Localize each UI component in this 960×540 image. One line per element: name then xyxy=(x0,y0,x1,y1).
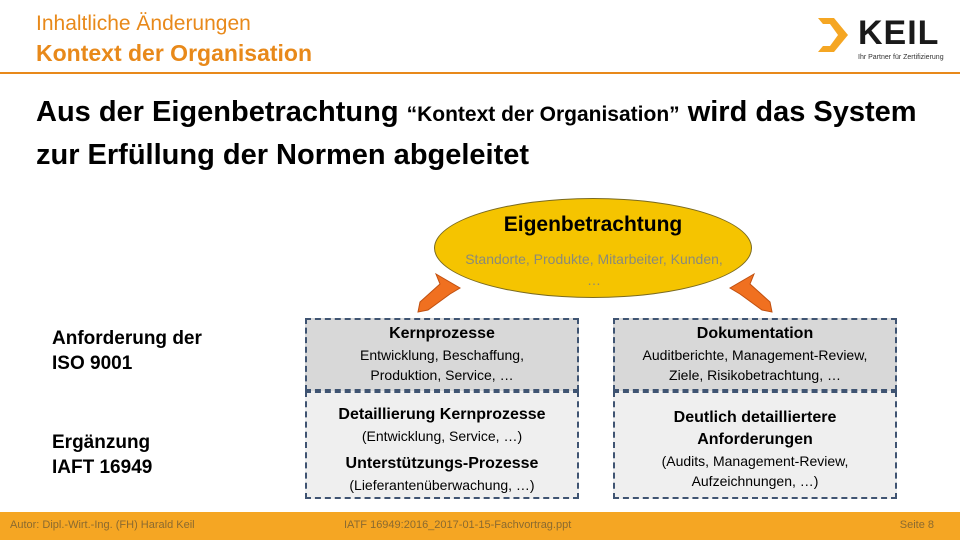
anforderungen-line1: (Audits, Management-Review, xyxy=(661,453,849,469)
unterstuetzung-title: Unterstützungs-Prozesse xyxy=(345,455,539,472)
kernprozesse-line2: Produktion, Service, … xyxy=(370,367,514,383)
header-divider xyxy=(0,72,960,74)
anforderungen-title-2: Anforderungen xyxy=(697,431,813,448)
iatf-label xyxy=(52,430,152,480)
anforderungen-line2: Aufzeichnungen, …) xyxy=(691,473,819,489)
dokumentation-line1: Auditberichte, Management-Review, xyxy=(642,347,868,363)
keil-chevron-logo-icon xyxy=(818,18,852,52)
footer-bar xyxy=(0,512,960,540)
detaillierung-title: Detaillierung Kernprozesse xyxy=(338,406,546,423)
iso-label xyxy=(52,326,202,376)
footer-author: Autor: Dipl.-Wirt.-Ing. (FH) Harald Keil xyxy=(10,519,195,531)
headline-quote: “Kontext der Organisation” xyxy=(406,103,680,126)
logo-tagline: Ihr Partner für Zertifizierung xyxy=(858,54,944,61)
footer-page-number: Seite 8 xyxy=(899,519,934,531)
anforderungen-box xyxy=(613,391,897,499)
keil-logo xyxy=(818,16,948,62)
section-title: Inhaltliche Änderungen xyxy=(36,12,251,35)
headline-part2: wird das System zur Erfüllung der Normen abgeleitet xyxy=(36,96,917,171)
headline xyxy=(36,92,936,175)
detaillierung-box xyxy=(305,391,579,499)
arrow-left-icon xyxy=(414,272,464,314)
kernprozesse-title: Kernprozesse xyxy=(389,325,495,342)
iatf-label-line1: Ergänzung xyxy=(52,432,151,453)
footer-filename: IATF 16949:2016_2017-01-15-Fachvortrag.ppt xyxy=(344,519,572,531)
ellipse-subtitle: Standorte, Produkte, Mitarbeiter, Kunden, … xyxy=(465,251,723,288)
iatf-label-line2: IAFT 16949 xyxy=(52,457,153,478)
logo-wordmark: KEIL xyxy=(858,14,940,52)
slide-title: Kontext der Organisation xyxy=(36,40,313,66)
iso-label-line2: ISO 9001 xyxy=(52,353,133,374)
kernprozesse-box xyxy=(305,318,579,391)
arrow-right-icon xyxy=(726,272,776,314)
eigenbetrachtung-ellipse xyxy=(434,198,752,298)
kernprozesse-line1: Entwicklung, Beschaffung, xyxy=(360,347,524,363)
detaillierung-sub: (Entwicklung, Service, …) xyxy=(361,428,523,444)
dokumentation-title: Dokumentation xyxy=(696,325,814,342)
iso-label-line1: Anforderung der xyxy=(52,328,202,349)
ellipse-title: Eigenbetrachtung xyxy=(503,213,683,236)
unterstuetzung-sub: (Lieferantenüberwachung, …) xyxy=(349,477,535,493)
dokumentation-box xyxy=(613,318,897,391)
anforderungen-title-1: Deutlich detailliertere xyxy=(673,409,837,426)
dokumentation-line2: Ziele, Risikobetrachtung, … xyxy=(669,367,841,383)
headline-part1: Aus der Eigenbetrachtung xyxy=(36,96,407,128)
